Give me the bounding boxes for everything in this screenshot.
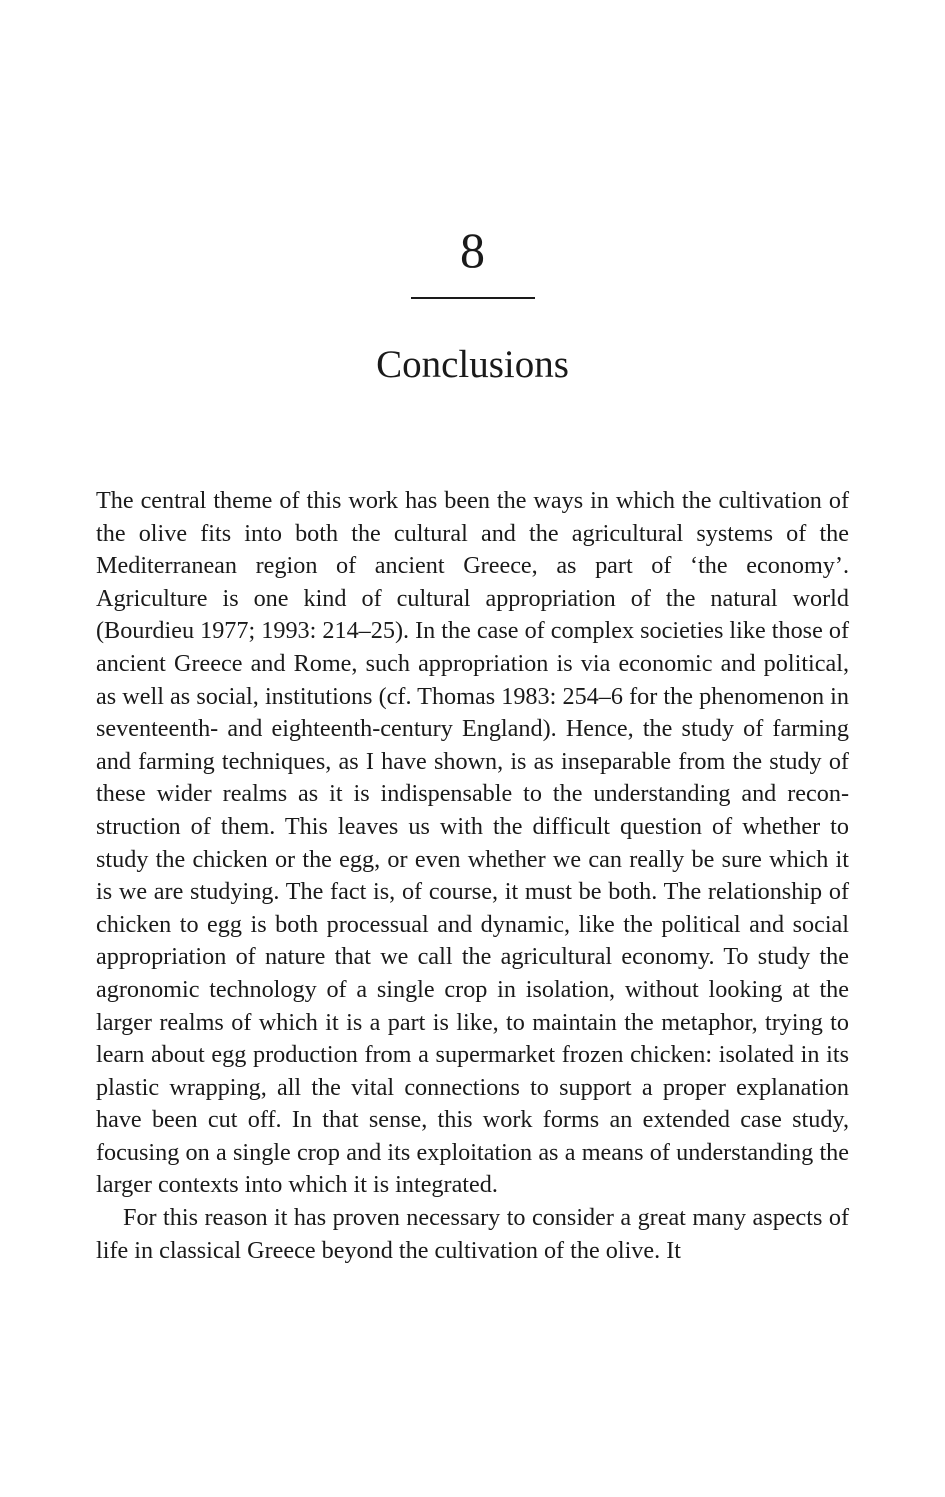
chapter-number: 8	[460, 222, 485, 278]
paragraph-2: For this reason it has proven necessary to consider a great many aspects of life in classical Greece beyond the cultivation of the olive. It	[96, 1204, 849, 1264]
chapter-title: Conclusions	[376, 343, 569, 386]
paragraph-1: The central theme of this work has been the ways in which the cultivation of the olive fits into both the cultural and the agricultural systems of the Mediterranean region of ancient Greece, as part of ‘the economy’. Agriculture is one kind of cultural appropriation of the natural world (Bourdieu 1977; 1993: 214–25). In the case of complex societies like those of ancient Greece and Rome, such appropriation is via economic and political, as well as social, institutions (cf. Thomas 1983: 254–6 for the phenomenon in seventeenth- and eighteenth-century England). Hence, the study of farming and farming techniques, as I have shown, is as inseparable from the study of these wider realms as it is indispensable to the understanding and reconstruction of them. This leaves us with the difficult question of whether to study the chicken or the egg, or even whether we can really be sure which it is we are studying. The fact is, of course, it must be both. The relationship of chicken to egg is both processual and dynamic, like the political and social appropriation of nature that we call the agricultural economy. To study the agronomic technology of a single crop in isolation, without looking at the larger realms of which it is a part is like, to maintain the metaphor, trying to learn about egg production from a supermarket frozen chicken: isolated in its plastic wrapping, all the vital connections to support a proper explanation have been cut off. In that sense, this work forms an extended case study, focusing on a single crop and its exploitation as a means of understanding the larger contexts into which it is integrated.	[96, 487, 850, 1199]
body-text	[96, 485, 849, 1267]
chapter-rule	[411, 297, 535, 299]
